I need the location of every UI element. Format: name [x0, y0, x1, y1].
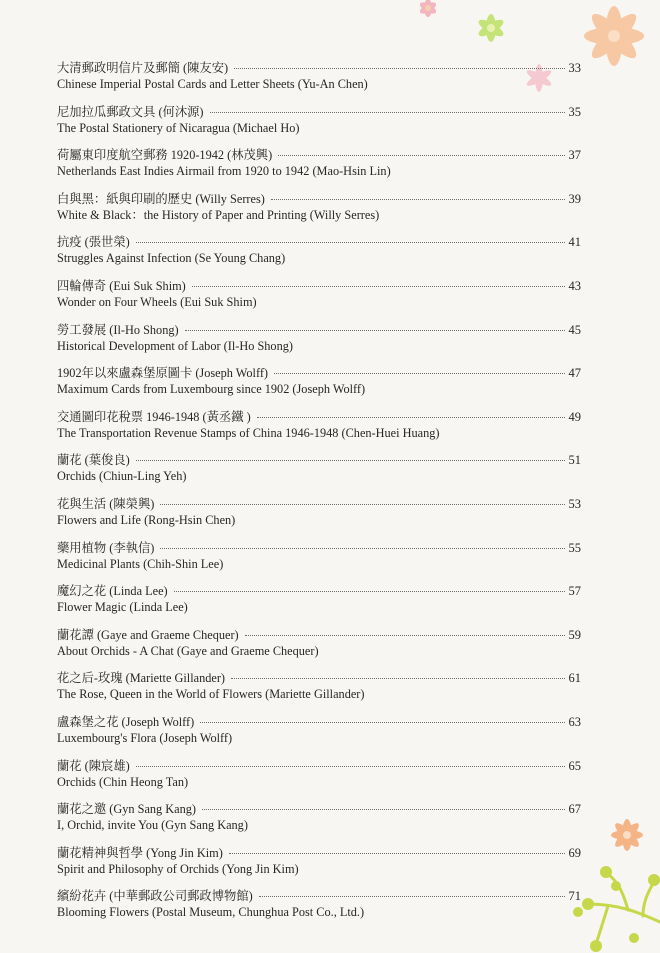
toc-chinese-title: 荷屬東印度航空郵務 1920-1942 (林茂興) [57, 148, 273, 163]
toc-entry-title-line [57, 540, 581, 556]
toc-page-number: 39 [568, 191, 581, 206]
toc-english-title: Historical Development of Labor (Il-Ho Shong) [57, 338, 293, 353]
toc-entry[interactable] [57, 147, 581, 179]
dot-leader [234, 68, 564, 69]
toc-page-number: 49 [568, 409, 581, 424]
dot-leader [257, 417, 565, 418]
toc-chinese-title: 蘭花之邀 (Gyn Sang Kang) [57, 802, 197, 817]
toc-chinese-title: 1902年以來盧森堡原圖卡 (Joseph Wolff) [57, 366, 269, 381]
toc-english-title: Struggles Against Infection (Se Young Chang) [57, 251, 286, 266]
toc-english-title: Spirit and Philosophy of Orchids (Yong Jin Kim) [57, 861, 299, 876]
toc-english-title: Orchids (Chin Heong Tan) [57, 774, 189, 789]
toc-entry[interactable] [57, 801, 581, 833]
toc-page-number: 57 [568, 584, 581, 599]
toc-page-number: 37 [568, 148, 581, 163]
toc-entry[interactable] [57, 365, 581, 397]
toc-english-title: Medicinal Plants (Chih-Shin Lee) [57, 556, 224, 571]
toc-entry-title-line [57, 452, 581, 468]
toc-chinese-title: 蘭花精神與哲學 (Yong Jin Kim) [57, 845, 223, 860]
toc-entry[interactable] [57, 496, 581, 528]
toc-entry[interactable] [57, 540, 581, 572]
dot-leader [245, 635, 565, 636]
toc-chinese-title: 花之后-玫瑰 (Mariette Gillander) [57, 671, 226, 686]
dot-leader [136, 242, 565, 243]
toc-page-number: 63 [568, 715, 581, 729]
toc-page-number: 55 [568, 540, 581, 555]
toc-english-title: The Transportation Revenue Stamps of China 1946-1948 (Chen-Huei Huang) [57, 425, 440, 440]
toc-entry[interactable] [57, 104, 581, 136]
toc-page-number: 33 [568, 61, 581, 75]
toc-entry-title-line [57, 583, 581, 599]
toc-chinese-title: 藥用植物 (李執信) [57, 540, 155, 555]
toc-english-title: Blooming Flowers (Postal Museum, Chunghua Post Co., Ltd.) [57, 905, 365, 920]
dot-leader [185, 330, 565, 331]
toc-page-number: 61 [568, 671, 581, 686]
toc-entry[interactable] [57, 670, 581, 702]
toc-entry-title-line [57, 365, 581, 381]
toc-english-title: The Rose, Queen in the World of Flowers (Mariette Gillander) [57, 687, 365, 702]
toc-page-number: 45 [568, 322, 581, 337]
toc-entry[interactable] [57, 322, 581, 354]
dot-leader [202, 809, 564, 810]
toc-entry[interactable] [57, 191, 581, 223]
toc-entry-title-line [57, 801, 581, 817]
toc-entry-title-line [57, 191, 581, 207]
toc-entry-title-line [57, 758, 581, 774]
toc-english-title: Chinese Imperial Postal Cards and Letter Sheets (Yu-An Chen) [57, 77, 368, 91]
toc-page-number: 41 [568, 235, 581, 250]
dot-leader [259, 896, 565, 897]
toc-page-number: 43 [568, 279, 581, 293]
toc-entry-title-line [57, 104, 581, 120]
pink-flower-icon [411, 0, 445, 24]
toc-entry[interactable] [57, 60, 581, 92]
toc-english-title: I, Orchid, invite You (Gyn Sang Kang) [57, 818, 248, 833]
toc-english-title: Flowers and Life (Rong-Hsin Chen) [57, 513, 236, 527]
toc-entry[interactable] [57, 278, 581, 310]
toc-entry-title-line [57, 496, 581, 512]
toc-chinese-title: 抗疫 (張世榮) [57, 235, 130, 250]
toc-page-number: 59 [568, 627, 581, 642]
dot-leader [200, 722, 564, 723]
toc-entry-title-line [57, 845, 581, 861]
toc-entry-title-line [57, 409, 581, 425]
dot-leader [160, 548, 564, 549]
toc-chinese-title: 勞工發展 (Il-Ho Shong) [57, 322, 179, 337]
dot-leader [271, 199, 565, 200]
toc-entry-title-line [57, 888, 581, 904]
toc-page-number: 47 [568, 366, 581, 381]
toc-chinese-title: 蘭花 (陳宸雄) [57, 758, 130, 773]
toc-entry-title-line [57, 234, 581, 250]
green-flower-icon [466, 4, 516, 52]
toc-entry[interactable] [57, 234, 581, 266]
dot-leader [136, 766, 565, 767]
toc-entry-title-line [57, 60, 581, 76]
toc-entry[interactable] [57, 452, 581, 484]
dot-leader [136, 460, 565, 461]
toc-english-title: Orchids (Chiun-Ling Yeh) [57, 469, 187, 484]
toc-chinese-title: 繽紛花卉 (中華郵政公司郵政博物館) [57, 889, 253, 904]
dot-leader [210, 112, 565, 113]
toc-entry[interactable] [57, 888, 581, 920]
toc-english-title: Luxembourg's Flora (Joseph Wolff) [57, 731, 233, 745]
toc-entry-title-line [57, 322, 581, 338]
toc-page-number: 51 [568, 453, 581, 468]
toc-page-number: 71 [568, 889, 581, 904]
toc-english-title: Wonder on Four Wheels (Eui Suk Shim) [57, 295, 257, 309]
toc-entry[interactable] [57, 583, 581, 615]
dot-leader [229, 853, 565, 854]
toc-page-number: 53 [568, 497, 581, 511]
toc-english-title: Flower Magic (Linda Lee) [57, 600, 188, 615]
toc-english-title: Netherlands East Indies Airmail from 1920 to 1942 (Mao-Hsin Lin) [57, 164, 391, 179]
toc-chinese-title: 盧森堡之花 (Joseph Wolff) [57, 715, 195, 729]
toc-english-title: About Orchids - A Chat (Gaye and Graeme Chequer) [57, 643, 319, 658]
toc-entry-title-line [57, 714, 581, 730]
toc-entry[interactable] [57, 409, 581, 441]
toc-entry[interactable] [57, 714, 581, 746]
dot-leader [192, 286, 565, 287]
toc-chinese-title: 蘭花譚 (Gaye and Graeme Chequer) [57, 627, 239, 642]
toc-page-number: 65 [568, 758, 581, 773]
dot-leader [231, 678, 564, 679]
toc-chinese-title: 交通圖印花稅票 1946-1948 (黃丞鐵 ) [57, 409, 251, 424]
toc-chinese-title: 魔幻之花 (Linda Lee) [57, 584, 168, 599]
toc-chinese-title: 大清郵政明信片及郵簡 (陳友安) [57, 61, 229, 75]
toc-entry-title-line [57, 627, 581, 643]
dot-leader [274, 373, 564, 374]
toc-chinese-title: 白與黑：紙與印刷的歷史 (Willy Serres) [57, 191, 265, 206]
toc-entry-title-line [57, 278, 581, 294]
toc-entry[interactable] [57, 758, 581, 790]
toc-page-number: 67 [568, 802, 581, 817]
toc-entry-title-line [57, 670, 581, 686]
dot-leader [174, 591, 565, 592]
toc-chinese-title: 花與生活 (陳榮興) [57, 497, 155, 511]
toc-chinese-title: 蘭花 (葉俊良) [57, 453, 130, 468]
toc-entry-title-line [57, 147, 581, 163]
dot-leader [160, 504, 564, 505]
toc-page-number: 35 [568, 104, 581, 119]
toc-english-title: White & Black：the History of Paper and Printing (Willy Serres) [57, 207, 380, 222]
toc-chinese-title: 尼加拉瓜郵政文具 (何沐源) [57, 104, 204, 119]
toc-english-title: The Postal Stationery of Nicaragua (Michael Ho) [57, 120, 300, 135]
toc-entry[interactable] [57, 845, 581, 877]
toc-page-number: 69 [568, 845, 581, 860]
toc-chinese-title: 四輪傳奇 (Eui Suk Shim) [57, 279, 186, 293]
dot-leader [278, 155, 564, 156]
toc-english-title: Maximum Cards from Luxembourg since 1902 (Joseph Wolff) [57, 382, 366, 397]
toc-entry[interactable] [57, 627, 581, 659]
